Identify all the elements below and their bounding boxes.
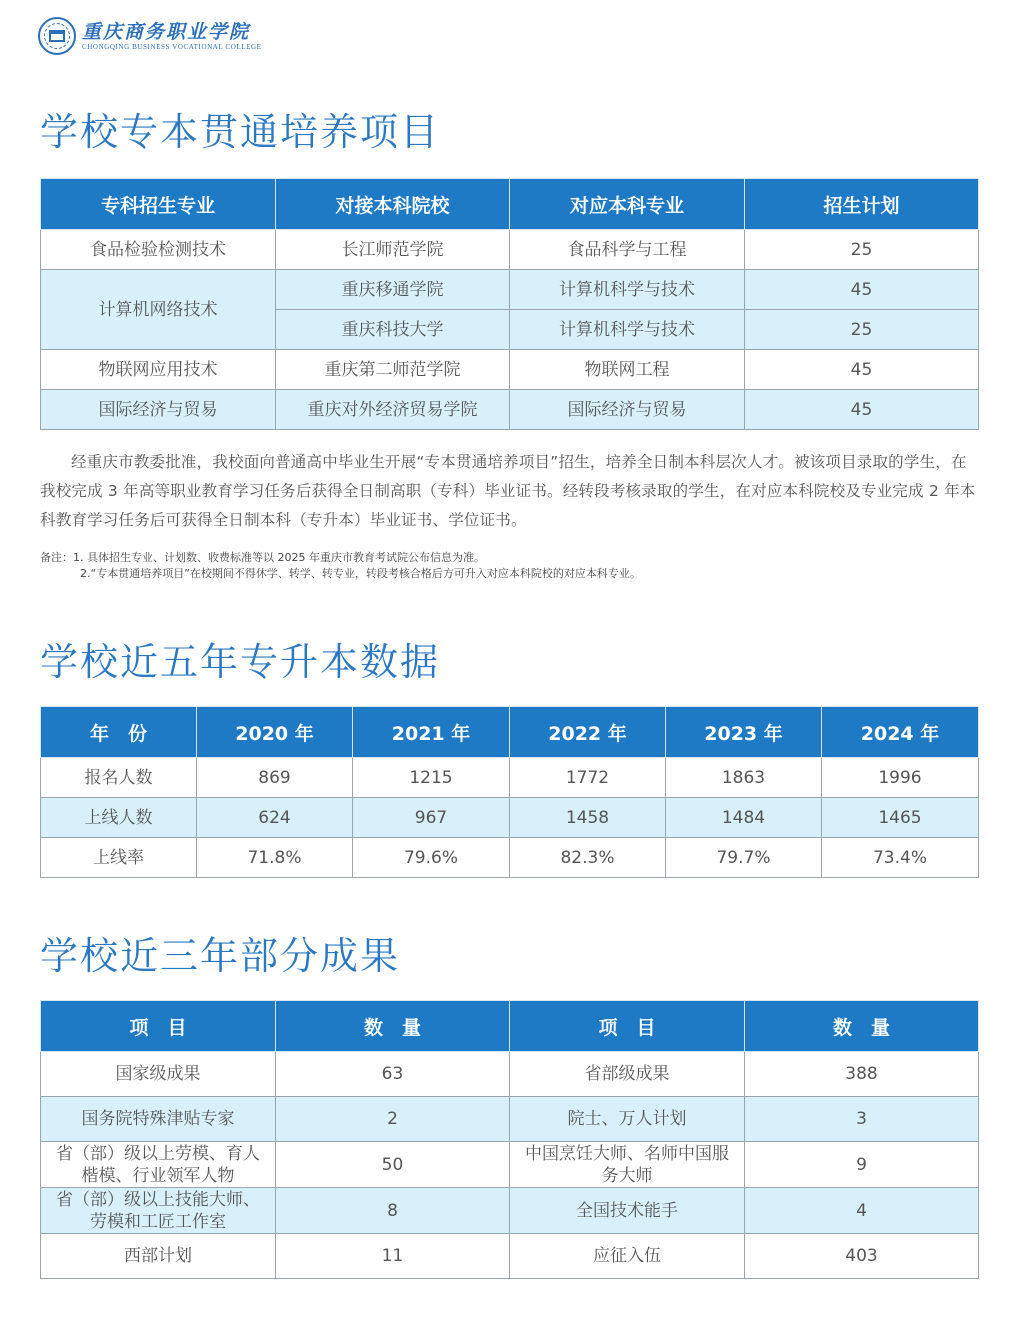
cell-count: 4: [745, 1188, 979, 1234]
table-row: [41, 1142, 979, 1188]
cell-plan: 45: [745, 270, 979, 310]
table-row: [41, 838, 979, 878]
cell-value: 1458: [510, 798, 666, 838]
cell-value: 1465: [822, 798, 979, 838]
upgrade-stats-table: [40, 706, 979, 878]
cell-count: 50: [276, 1142, 510, 1188]
cell-univ: 重庆对外经济贸易学院: [276, 390, 510, 430]
cell-item: 国务院特殊津贴专家: [41, 1097, 276, 1142]
header-2020: 2020 年: [197, 707, 353, 758]
cell-univ: 重庆科技大学: [276, 310, 510, 350]
cell-major: 计算机网络技术: [41, 270, 276, 350]
table-row: [41, 350, 979, 390]
cell-plan: 45: [745, 390, 979, 430]
header-2021: 2021 年: [353, 707, 510, 758]
cell-value: 624: [197, 798, 353, 838]
cell-value: 1215: [353, 758, 510, 798]
cell-value: 869: [197, 758, 353, 798]
note-1: 备注：1. 具体招生专业、计划数、收费标准等以 2025 年重庆市教育考试院公布信息为准。: [40, 551, 485, 564]
header-count: 数 量: [276, 1001, 510, 1052]
table-row: [41, 1097, 979, 1142]
cell-count: 9: [745, 1142, 979, 1188]
cell-item: 省（部）级以上技能大师、劳模和工匠工作室: [41, 1188, 276, 1234]
header-plan: 招生计划: [745, 179, 979, 230]
section1-title: 学校专本贯通培养项目: [40, 110, 441, 154]
cell-item: 西部计划: [41, 1234, 276, 1279]
cell-target: 食品科学与工程: [510, 230, 745, 270]
header-year: 年 份: [41, 707, 197, 758]
cell-target: 国际经济与贸易: [510, 390, 745, 430]
cell-major: 国际经济与贸易: [41, 390, 276, 430]
header-2022: 2022 年: [510, 707, 666, 758]
cell-item: 应征入伍: [510, 1234, 745, 1279]
header-item: 项 目: [41, 1001, 276, 1052]
cell-value: 73.4%: [822, 838, 979, 878]
cell-value: 1863: [666, 758, 822, 798]
program-description: 经重庆市教委批准，我校面向普通高中毕业生开展“专本贯通培养项目”招生，培养全日制本科层次人才。被该项目录取的学生，在我校完成 3 年高等职业教育学习任务后获得全日制高职（专科）毕业证书。经转段考核录取的学生，在对应本科院校及专业完成 2 年本科教育学习任务后可获得全日制本科（专升本）毕业证书、学位证书。: [40, 453, 976, 529]
row-label: 报名人数: [41, 758, 197, 798]
cell-count: 11: [276, 1234, 510, 1279]
cell-value: 1484: [666, 798, 822, 838]
header-item: 项 目: [510, 1001, 745, 1052]
row-label: 上线人数: [41, 798, 197, 838]
cell-count: 2: [276, 1097, 510, 1142]
table-row: [41, 1188, 979, 1234]
header-univ: 对接本科院校: [276, 179, 510, 230]
cell-item: 省部级成果: [510, 1052, 745, 1097]
cell-value: 1996: [822, 758, 979, 798]
table-row: [41, 1234, 979, 1279]
school-header: [38, 14, 262, 58]
cell-major: 食品检验检测技术: [41, 230, 276, 270]
table-row: [41, 798, 979, 838]
cell-value: 79.6%: [353, 838, 510, 878]
achievements-table: [40, 1000, 979, 1279]
table-row: [41, 1052, 979, 1097]
cell-univ: 长江师范学院: [276, 230, 510, 270]
cell-target: 计算机科学与技术: [510, 310, 745, 350]
notes: [40, 550, 978, 582]
table-row: [41, 230, 979, 270]
cell-count: 8: [276, 1188, 510, 1234]
cell-count: 388: [745, 1052, 979, 1097]
cell-value: 79.7%: [666, 838, 822, 878]
header-target: 对应本科专业: [510, 179, 745, 230]
header-major: 专科招生专业: [41, 179, 276, 230]
cell-count: 3: [745, 1097, 979, 1142]
cell-target: 计算机科学与技术: [510, 270, 745, 310]
cell-value: 967: [353, 798, 510, 838]
program-table: [40, 178, 979, 430]
school-name-en: CHONGQING BUSINESS VOCATIONAL COLLEGE: [82, 42, 262, 51]
header-2023: 2023 年: [666, 707, 822, 758]
section2-title: 学校近五年专升本数据: [40, 640, 441, 684]
note-2: 2.“专本贯通培养项目”在校期间不得休学、转学、转专业，转段考核合格后方可升入对应本科院校的对应本科专业。: [80, 567, 641, 580]
cell-item: 院士、万人计划: [510, 1097, 745, 1142]
cell-target: 物联网工程: [510, 350, 745, 390]
cell-count: 403: [745, 1234, 979, 1279]
cell-value: 1772: [510, 758, 666, 798]
cell-value: 82.3%: [510, 838, 666, 878]
header-count: 数 量: [745, 1001, 979, 1052]
table-row: [41, 390, 979, 430]
cell-plan: 45: [745, 350, 979, 390]
header-2024: 2024 年: [822, 707, 979, 758]
cell-item: 中国烹饪大师、名师中国服务大师: [510, 1142, 745, 1188]
cell-univ: 重庆第二师范学院: [276, 350, 510, 390]
cell-major: 物联网应用技术: [41, 350, 276, 390]
school-name-cn: 重庆商务职业学院: [82, 20, 251, 43]
school-seal-icon: [38, 17, 76, 55]
section3-title: 学校近三年部分成果: [40, 934, 401, 978]
row-label: 上线率: [41, 838, 197, 878]
table-row: [41, 758, 979, 798]
cell-univ: 重庆移通学院: [276, 270, 510, 310]
cell-plan: 25: [745, 230, 979, 270]
cell-count: 63: [276, 1052, 510, 1097]
cell-value: 71.8%: [197, 838, 353, 878]
cell-item: 省（部）级以上劳模、育人楷模、行业领军人物: [41, 1142, 276, 1188]
table-row: [41, 270, 979, 310]
cell-plan: 25: [745, 310, 979, 350]
cell-item: 国家级成果: [41, 1052, 276, 1097]
cell-item: 全国技术能手: [510, 1188, 745, 1234]
school-name: [82, 21, 262, 52]
